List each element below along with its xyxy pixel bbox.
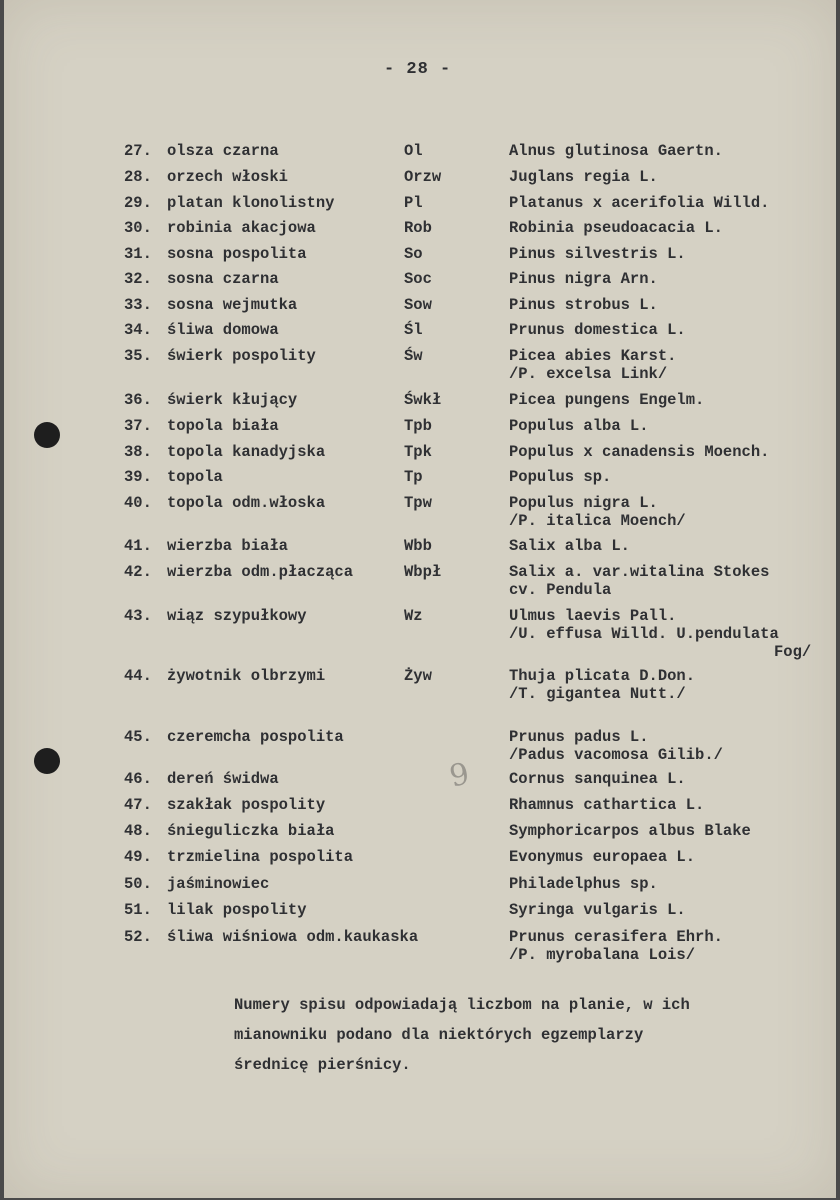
entry-number: 29. bbox=[124, 194, 152, 212]
entry-polish-name: śliwa domowa bbox=[167, 321, 279, 339]
entry-latin-name: Juglans regia L. bbox=[509, 168, 658, 186]
entry-latin-name: Picea pungens Engelm. bbox=[509, 391, 705, 409]
entry-polish-name: czeremcha pospolita bbox=[167, 728, 344, 746]
entry-latin-name: Platanus x acerifolia Willd. bbox=[509, 194, 770, 212]
entry-polish-name: robinia akacjowa bbox=[167, 219, 316, 237]
entry-polish-name: żywotnik olbrzymi bbox=[167, 667, 326, 685]
entry-code: Żyw bbox=[404, 667, 432, 685]
entry-latin-synonym: /P. myrobalana Lois/ bbox=[509, 946, 696, 964]
pencil-annotation: 9 bbox=[446, 756, 473, 795]
entry-latin-name: Populus nigra L. bbox=[509, 494, 658, 512]
entry-latin-name: Symphoricarpos albus Blake bbox=[509, 822, 751, 840]
footnote bbox=[234, 990, 794, 1080]
entry-code: Tpw bbox=[404, 494, 432, 512]
entry-latin-synonym: /T. gigantea Nutt./ bbox=[509, 685, 686, 703]
punch-hole-bottom bbox=[34, 748, 60, 774]
entry-latin-name: Evonymus europaea L. bbox=[509, 848, 696, 866]
entry-code: Orzw bbox=[404, 168, 442, 186]
entry-number: 44. bbox=[124, 667, 152, 685]
entry-number: 36. bbox=[124, 391, 152, 409]
entry-latin-name: Alnus glutinosa Gaertn. bbox=[509, 142, 723, 160]
entry-latin-synonym: cv. Pendula bbox=[509, 581, 612, 599]
footnote-line-1: Numery spisu odpowiadają liczbom na planie, w ich bbox=[234, 996, 690, 1014]
entry-latin-name: Populus x canadensis Moench. bbox=[509, 443, 770, 461]
entry-latin-name: Pinus silvestris L. bbox=[509, 245, 686, 263]
entry-polish-name: wierzba biała bbox=[167, 537, 288, 555]
entry-code: Tp bbox=[404, 468, 423, 486]
entry-latin-name: Robinia pseudoacacia L. bbox=[509, 219, 723, 237]
entry-number: 37. bbox=[124, 417, 152, 435]
entry-latin-name: Prunus padus L. bbox=[509, 728, 649, 746]
entry-polish-name: topola kanadyjska bbox=[167, 443, 326, 461]
entry-code: Rob bbox=[404, 219, 432, 237]
entry-code: Wbpł bbox=[404, 563, 442, 581]
entry-polish-name: szakłak pospolity bbox=[167, 796, 326, 814]
entry-number: 32. bbox=[124, 270, 152, 288]
entry-polish-name: wiąz szypułkowy bbox=[167, 607, 307, 625]
entry-latin-name: Prunus domestica L. bbox=[509, 321, 686, 339]
entry-polish-name: świerk pospolity bbox=[167, 347, 316, 365]
entry-latin-name: Ulmus laevis Pall. bbox=[509, 607, 677, 625]
entry-polish-name: sosna pospolita bbox=[167, 245, 307, 263]
entry-number: 47. bbox=[124, 796, 152, 814]
entry-code: Św bbox=[404, 347, 423, 365]
entry-number: 28. bbox=[124, 168, 152, 186]
entry-number: 33. bbox=[124, 296, 152, 314]
entry-latin-synonym-end: Fog/ bbox=[774, 643, 812, 661]
entry-polish-name: jaśminowiec bbox=[167, 875, 270, 893]
entry-polish-name: dereń świdwa bbox=[167, 770, 279, 788]
entry-latin-name: Prunus cerasifera Ehrh. bbox=[509, 928, 723, 946]
entry-latin-synonym: /Padus vacomosa Gilib./ bbox=[509, 746, 723, 764]
entry-number: 35. bbox=[124, 347, 152, 365]
entry-polish-name: świerk kłujący bbox=[167, 391, 298, 409]
entry-latin-name: Cornus sanquinea L. bbox=[509, 770, 686, 788]
punch-hole-top bbox=[34, 422, 60, 448]
entry-number: 52. bbox=[124, 928, 152, 946]
entry-polish-name: topola bbox=[167, 468, 223, 486]
entry-number: 42. bbox=[124, 563, 152, 581]
entry-code: Tpb bbox=[404, 417, 432, 435]
entry-polish-name: sosna czarna bbox=[167, 270, 279, 288]
entry-polish-name: topola odm.włoska bbox=[167, 494, 326, 512]
entry-latin-name: Populus alba L. bbox=[509, 417, 649, 435]
entry-latin-name: Salix alba L. bbox=[509, 537, 630, 555]
entry-polish-name: trzmielina pospolita bbox=[167, 848, 354, 866]
entry-latin-name: Picea abies Karst. bbox=[509, 347, 677, 365]
entry-code: Ol bbox=[404, 142, 423, 160]
entry-number: 38. bbox=[124, 443, 152, 461]
entry-number: 49. bbox=[124, 848, 152, 866]
page-number: - 28 - bbox=[384, 60, 452, 79]
entry-number: 43. bbox=[124, 607, 152, 625]
entry-latin-synonym: /P. excelsa Link/ bbox=[509, 365, 668, 383]
entry-polish-name: śliwa wiśniowa odm.kaukaska bbox=[167, 928, 419, 946]
entry-polish-name: topola biała bbox=[167, 417, 279, 435]
entry-number: 39. bbox=[124, 468, 152, 486]
entry-number: 27. bbox=[124, 142, 152, 160]
entry-latin-name: Syringa vulgaris L. bbox=[509, 901, 686, 919]
entry-latin-name: Thuja plicata D.Don. bbox=[509, 667, 696, 685]
entry-number: 50. bbox=[124, 875, 152, 893]
entry-number: 45. bbox=[124, 728, 152, 746]
entry-polish-name: sosna wejmutka bbox=[167, 296, 298, 314]
entry-polish-name: orzech włoski bbox=[167, 168, 288, 186]
entry-number: 30. bbox=[124, 219, 152, 237]
entry-code: Sow bbox=[404, 296, 432, 314]
entry-latin-name: Rhamnus cathartica L. bbox=[509, 796, 705, 814]
entry-code: Pl bbox=[404, 194, 423, 212]
entry-number: 48. bbox=[124, 822, 152, 840]
entry-code: So bbox=[404, 245, 423, 263]
entry-polish-name: wierzba odm.płacząca bbox=[167, 563, 354, 581]
entry-latin-name: Pinus strobus L. bbox=[509, 296, 658, 314]
entry-latin-name: Philadelphus sp. bbox=[509, 875, 658, 893]
entry-code: Soc bbox=[404, 270, 432, 288]
entry-code: Wbb bbox=[404, 537, 432, 555]
entry-polish-name: śnieguliczka biała bbox=[167, 822, 335, 840]
entry-latin-synonym: /P. italica Moench/ bbox=[509, 512, 686, 530]
entry-number: 34. bbox=[124, 321, 152, 339]
entry-number: 41. bbox=[124, 537, 152, 555]
entry-latin-synonym: /U. effusa Willd. U.pendulata bbox=[509, 625, 779, 643]
entry-latin-name: Pinus nigra Arn. bbox=[509, 270, 658, 288]
footnote-line-2: mianowniku podano dla niektórych egzemplarzy bbox=[234, 1026, 644, 1044]
entry-polish-name: lilak pospolity bbox=[167, 901, 307, 919]
entry-latin-name: Salix a. var.witalina Stokes bbox=[509, 563, 770, 581]
entry-code: Śwkł bbox=[404, 391, 442, 409]
document-page bbox=[4, 0, 836, 1198]
entry-number: 40. bbox=[124, 494, 152, 512]
entry-polish-name: platan klonolistny bbox=[167, 194, 335, 212]
footnote-line-3: średnicę pierśnicy. bbox=[234, 1056, 411, 1074]
entry-number: 46. bbox=[124, 770, 152, 788]
entry-latin-name: Populus sp. bbox=[509, 468, 612, 486]
entry-code: Tpk bbox=[404, 443, 432, 461]
entry-number: 51. bbox=[124, 901, 152, 919]
entry-code: Wz bbox=[404, 607, 423, 625]
entry-polish-name: olsza czarna bbox=[167, 142, 279, 160]
entry-number: 31. bbox=[124, 245, 152, 263]
entry-code: Śl bbox=[404, 321, 423, 339]
